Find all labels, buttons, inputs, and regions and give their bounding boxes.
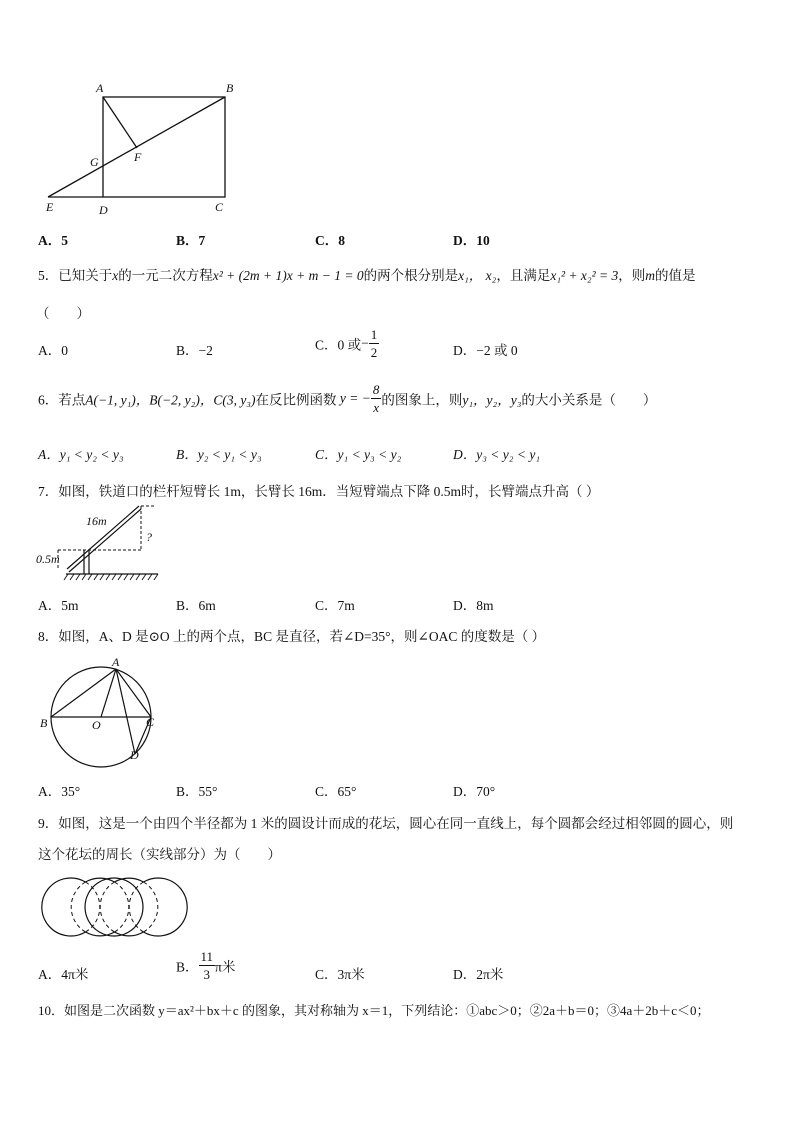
- q9-option-c[interactable]: C．3π米: [315, 967, 365, 982]
- q4-label-f: F: [134, 150, 142, 164]
- q9-stem-line1: 9．如图，这是一个由四个半径都为 1 米的圆设计而成的花坛，圆心在同一直线上，每个圆都会经过相邻圆的圆心，则: [38, 816, 734, 831]
- q8-option-a[interactable]: A．35°: [38, 784, 81, 799]
- q5-answer-paren: （ ）: [36, 306, 90, 321]
- q9-figure: [36, 872, 196, 942]
- q5-option-c[interactable]: [315, 328, 379, 359]
- q5-option-c-fraction: [369, 328, 380, 359]
- q8-stem: 8．如图，A、D 是⊙O 上的两个点，BC 是直径，若∠D=35°，则∠OAC 的度数是（ ）: [38, 629, 546, 644]
- q5-stem: [38, 264, 696, 284]
- q8-label-o: O: [92, 718, 101, 732]
- q4-figure: [40, 75, 270, 220]
- q7-label-short: 0.5m: [36, 552, 60, 566]
- q6-frac-den: x: [373, 400, 379, 415]
- q8-label-c: C: [146, 715, 155, 729]
- q7-figure: [36, 500, 166, 585]
- q6-text3: 的大小关系是（ ）: [521, 392, 657, 408]
- q6-option-c[interactable]: C．y₁ < y₃ < y₂: [315, 447, 402, 462]
- q7-option-a[interactable]: A．5m: [38, 598, 79, 613]
- q5-option-d[interactable]: D．−2 或 0: [453, 343, 518, 358]
- q9-option-b-den: 3: [203, 967, 211, 982]
- q9-option-b-suffix: π米: [215, 959, 236, 975]
- q5-var-x: x: [112, 268, 119, 283]
- q9-option-d[interactable]: D．2π米: [453, 967, 504, 982]
- q5-text2: 的两个根分别是: [363, 268, 459, 283]
- q7-option-d[interactable]: D．8m: [453, 598, 494, 613]
- q6-option-a[interactable]: A．y₁ < y₂ < y₃: [38, 447, 124, 462]
- q9-option-a[interactable]: A．4π米: [38, 967, 89, 982]
- q4-option-d[interactable]: D．10: [453, 233, 490, 248]
- q9-option-b-label: B．: [176, 959, 199, 975]
- q6-stem: [38, 383, 656, 414]
- q6-prefix: 6．若点: [38, 392, 86, 408]
- q4-label-d: D: [99, 203, 108, 217]
- q4-option-a[interactable]: A．5: [38, 233, 68, 248]
- q7-option-c[interactable]: C．7m: [315, 598, 355, 613]
- q5-option-a[interactable]: A．0: [38, 343, 68, 358]
- q5-text4: ，则: [618, 268, 646, 283]
- q8-option-b[interactable]: B．55°: [176, 784, 218, 799]
- q5-var-m: m: [645, 268, 656, 283]
- q8-label-b: B: [40, 716, 48, 730]
- q7-stem: 7．如图，铁道口的栏杆短臂长 1m，长臂长 16m．当短臂端点下降 0.5m时，长臂端点升高（ ）: [38, 484, 600, 499]
- q8-label-d: D: [130, 748, 139, 762]
- q9-option-b-fraction: [199, 950, 216, 981]
- q7-label-long: 16m: [86, 514, 107, 528]
- q5-text1: 的一元二次方程: [118, 268, 213, 283]
- q4-label-e: E: [46, 200, 54, 214]
- q6-text2: 的图象上，则: [381, 392, 463, 408]
- q8-diagram: [36, 655, 166, 765]
- q8-label-a: A: [112, 655, 120, 669]
- q8-figure: [36, 655, 166, 765]
- q7-option-b[interactable]: B．6m: [176, 598, 216, 613]
- q5-roots: x₁， x₂: [458, 268, 497, 283]
- q4-option-b[interactable]: B．7: [176, 233, 206, 248]
- q4-label-a: A: [96, 81, 104, 95]
- q6-option-d[interactable]: D．y₃ < y₂ < y₁: [453, 447, 541, 462]
- q4-diagram: [40, 75, 270, 220]
- q9-option-b-num: 11: [200, 949, 214, 964]
- q4-label-c: C: [215, 200, 224, 214]
- q5-text5: 的值是: [655, 268, 696, 283]
- q6-option-b[interactable]: B．y₂ < y₁ < y₃: [176, 447, 262, 462]
- q4-label-g: G: [90, 155, 99, 169]
- q5-option-c-num: 1: [370, 327, 378, 342]
- q5-option-c-den: 2: [370, 345, 378, 360]
- q4-label-b: B: [226, 81, 234, 95]
- q6-points: A(−1, y₁)，B(−2, y₂)，C(3, y₃): [85, 392, 256, 408]
- q9-stem-line2: 这个花坛的周长（实线部分）为（ ）: [38, 847, 281, 862]
- q9-option-b[interactable]: [176, 950, 235, 981]
- q6-func-lhs: y = −: [339, 390, 371, 406]
- q4-option-c[interactable]: C．8: [315, 233, 345, 248]
- q8-option-d[interactable]: D．70°: [453, 784, 496, 799]
- q7-label-question: ?: [146, 530, 152, 544]
- q6-vars: y₁，y₂，y₃: [462, 392, 522, 408]
- q6-fraction: [371, 383, 382, 414]
- q10-stem: 10．如图是二次函数 y＝ax²＋bx＋c 的图象，其对称轴为 x＝1，下列结论：①abc＞0；②2a＋b＝0；③4a＋2b＋c＜0；: [38, 1003, 710, 1018]
- q6-text1: 在反比例函数: [255, 392, 337, 408]
- q6-frac-num: 8: [372, 382, 380, 397]
- q5-prefix: 5．已知关于: [38, 268, 113, 283]
- q5-text3: ，且满足: [496, 268, 551, 283]
- q8-option-c[interactable]: C．65°: [315, 784, 357, 799]
- q5-option-c-label: C．0 或: [315, 337, 362, 353]
- q5-equation: x² + (2m + 1)x + m − 1 = 0: [212, 268, 364, 283]
- q5-option-b[interactable]: B．−2: [176, 343, 213, 358]
- q5-condition: x₁² + x₂² = 3: [550, 268, 619, 283]
- q5-option-c-sign: −: [361, 335, 369, 351]
- q9-diagram: [36, 872, 196, 942]
